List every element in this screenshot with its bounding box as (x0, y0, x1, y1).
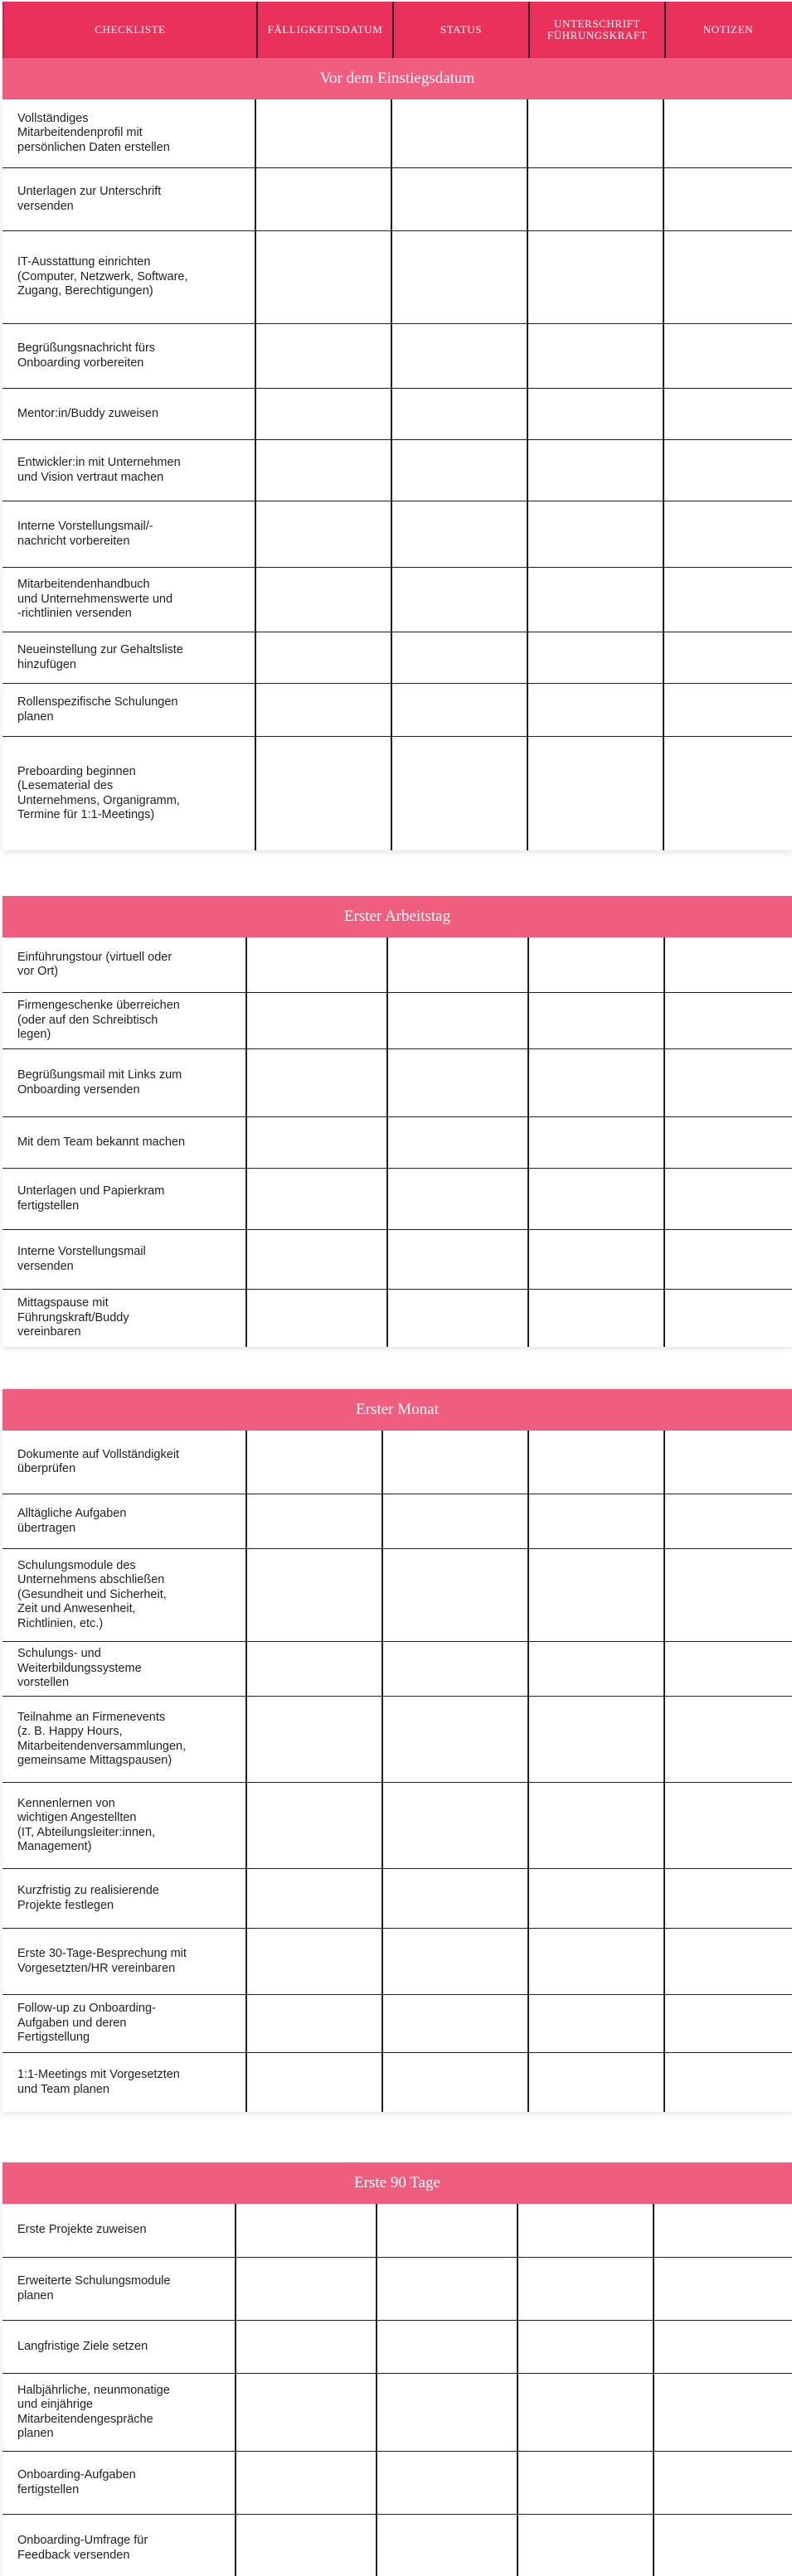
notizen-cell[interactable] (665, 1431, 792, 1494)
status-cell[interactable] (383, 1697, 529, 1782)
faelligkeitsdatum-cell[interactable] (247, 1642, 383, 1696)
table-row (2, 1696, 792, 1782)
faelligkeitsdatum-cell[interactable] (247, 1230, 388, 1289)
notizen-cell[interactable] (664, 389, 792, 439)
table-row (2, 2373, 792, 2451)
notizen-cell[interactable] (665, 1230, 792, 1289)
status-cell[interactable] (392, 168, 528, 230)
task-label: Rollenspezifische Schulungen planen (2, 684, 256, 736)
task-label: Mit dem Team bekannt machen (2, 1117, 247, 1168)
unterschrift-cell[interactable] (528, 324, 664, 388)
status-cell[interactable] (383, 1431, 529, 1494)
faelligkeitsdatum-cell[interactable] (236, 2374, 377, 2451)
section-title: Erster Monat (2, 1389, 792, 1431)
task-label: Vollständiges Mitarbeitendenprofil mit persönlichen Daten erstellen (2, 99, 256, 167)
faelligkeitsdatum-cell[interactable] (236, 2452, 377, 2514)
column-header-faelligkeitsdatum: FÄLLIGKEITSDATUM (258, 2, 394, 58)
table-row (2, 736, 792, 850)
table-row (2, 632, 792, 683)
faelligkeitsdatum-cell[interactable] (247, 1117, 388, 1168)
faelligkeitsdatum-cell[interactable] (256, 168, 392, 230)
faelligkeitsdatum-cell[interactable] (247, 1929, 383, 1994)
table-row (2, 2320, 792, 2373)
task-label: Begrüßungsmail mit Links zum Onboarding versenden (2, 1049, 247, 1116)
task-label: Schulungsmodule des Unternehmens abschließen (Gesundheit und Sicherheit, Zeit und Anwesenheit, Richtlinien, etc.) (2, 1549, 247, 1641)
notizen-cell[interactable] (665, 1697, 792, 1782)
column-header-status: STATUS (394, 2, 530, 58)
status-cell[interactable] (388, 937, 529, 992)
faelligkeitsdatum-cell[interactable] (247, 1049, 388, 1116)
unterschrift-cell[interactable] (518, 2204, 654, 2257)
unterschrift-cell[interactable] (529, 1995, 665, 2052)
notizen-cell[interactable] (665, 1494, 792, 1548)
status-cell[interactable] (388, 1169, 529, 1229)
table-row (2, 2204, 792, 2257)
faelligkeitsdatum-cell[interactable] (256, 440, 392, 501)
task-label: Kennenlernen von wichtigen Angestellten (IT, Abteilungsleiter:innen, Management) (2, 1783, 247, 1868)
table-row (2, 2514, 792, 2576)
faelligkeitsdatum-cell[interactable] (247, 1169, 388, 1229)
section-vor-dem-einstiegsdatum (2, 58, 792, 850)
status-cell[interactable] (388, 1230, 529, 1289)
table-row (2, 1994, 792, 2052)
column-header-unterschrift: UNTERSCHRIFT FÜHRUNGSKRAFT (530, 2, 666, 58)
status-cell[interactable] (388, 993, 529, 1048)
task-label: Entwickler:in mit Unternehmen und Vision vertraut machen (2, 440, 256, 501)
task-label: Mittagspause mit Führungskraft/Buddy vereinbaren (2, 1290, 247, 1347)
table-row (2, 501, 792, 567)
table-row (2, 323, 792, 388)
table-row (2, 1048, 792, 1116)
table-row (2, 388, 792, 439)
faelligkeitsdatum-cell[interactable] (256, 99, 392, 167)
faelligkeitsdatum-cell[interactable] (256, 737, 392, 850)
task-label: Einführungstour (virtuell oder vor Ort) (2, 937, 247, 992)
notizen-cell[interactable] (665, 1995, 792, 2052)
task-label: Onboarding-Umfrage für Feedback versenden (2, 2515, 236, 2576)
status-cell[interactable] (383, 1995, 529, 2052)
table-row (2, 567, 792, 632)
status-cell[interactable] (377, 2374, 518, 2451)
section-erster-arbeitstag (2, 896, 792, 1347)
unterschrift-cell[interactable] (529, 1290, 665, 1347)
notizen-cell[interactable] (665, 937, 792, 992)
status-cell[interactable] (392, 501, 528, 567)
faelligkeitsdatum-cell[interactable] (247, 1995, 383, 2052)
notizen-cell[interactable] (664, 440, 792, 501)
task-label: Preboarding beginnen (Lesematerial des Unternehmens, Organigramm, Termine für 1:1-Meetings) (2, 737, 256, 850)
faelligkeitsdatum-cell[interactable] (236, 2204, 377, 2257)
status-cell[interactable] (388, 1117, 529, 1168)
table-row (2, 683, 792, 736)
status-cell[interactable] (392, 737, 528, 850)
notizen-cell[interactable] (664, 99, 792, 167)
notizen-cell[interactable] (665, 1049, 792, 1116)
task-label: Dokumente auf Vollständigkeit überprüfen (2, 1431, 247, 1494)
unterschrift-cell[interactable] (528, 99, 664, 167)
faelligkeitsdatum-cell[interactable] (256, 568, 392, 632)
faelligkeitsdatum-cell[interactable] (247, 1290, 388, 1347)
column-header-checkliste: CHECKLISTE (4, 2, 258, 58)
status-cell[interactable] (383, 1869, 529, 1928)
faelligkeitsdatum-cell[interactable] (256, 389, 392, 439)
table-row (2, 1641, 792, 1696)
table-row (2, 2451, 792, 2514)
unterschrift-cell[interactable] (529, 1169, 665, 1229)
task-label: Mentor:in/Buddy zuweisen (2, 389, 256, 439)
status-cell[interactable] (377, 2204, 518, 2257)
notizen-cell[interactable] (665, 1169, 792, 1229)
faelligkeitsdatum-cell[interactable] (256, 501, 392, 567)
table-row (2, 1289, 792, 1347)
unterschrift-cell[interactable] (529, 1049, 665, 1116)
unterschrift-cell[interactable] (518, 2452, 654, 2514)
unterschrift-cell[interactable] (529, 1929, 665, 1994)
section-title: Erster Arbeitstag (2, 896, 792, 937)
notizen-cell[interactable] (665, 2053, 792, 2112)
faelligkeitsdatum-cell[interactable] (247, 1431, 383, 1494)
unterschrift-cell[interactable] (529, 1869, 665, 1928)
table-row (2, 1168, 792, 1229)
notizen-cell[interactable] (665, 993, 792, 1048)
task-label: Erste 30-Tage-Besprechung mit Vorgesetzten/HR vereinbaren (2, 1929, 247, 1994)
notizen-cell[interactable] (665, 1929, 792, 1994)
unterschrift-cell[interactable] (529, 1117, 665, 1168)
unterschrift-cell[interactable] (518, 2321, 654, 2373)
task-label: Erste Projekte zuweisen (2, 2204, 236, 2257)
unterschrift-cell[interactable] (529, 1783, 665, 1868)
unterschrift-cell[interactable] (528, 737, 664, 850)
task-label: Unterlagen zur Unterschrift versenden (2, 168, 256, 230)
task-label: Interne Vorstellungsmail/- nachricht vorbereiten (2, 501, 256, 567)
faelligkeitsdatum-cell[interactable] (247, 2053, 383, 2112)
task-label: Teilnahme an Firmenevents (z. B. Happy Hours, Mitarbeitendenversammlungen, gemeinsame Mittagspausen) (2, 1697, 247, 1782)
faelligkeitsdatum-cell[interactable] (256, 324, 392, 388)
task-label: Alltägliche Aufgaben übertragen (2, 1494, 247, 1548)
notizen-cell[interactable] (654, 2321, 792, 2373)
unterschrift-cell[interactable] (528, 632, 664, 683)
status-cell[interactable] (392, 568, 528, 632)
section-erster-monat (2, 1389, 792, 2112)
unterschrift-cell[interactable] (518, 2374, 654, 2451)
faelligkeitsdatum-cell[interactable] (256, 632, 392, 683)
status-cell[interactable] (383, 1494, 529, 1548)
notizen-cell[interactable] (664, 632, 792, 683)
task-label: Begrüßungsnachricht fürs Onboarding vorbereiten (2, 324, 256, 388)
unterschrift-cell[interactable] (529, 1642, 665, 1696)
notizen-cell[interactable] (665, 1869, 792, 1928)
status-cell[interactable] (392, 231, 528, 323)
unterschrift-cell[interactable] (529, 937, 665, 992)
task-label: Onboarding-Aufgaben fertigstellen (2, 2452, 236, 2514)
task-label: Halbjährliche, neunmonatige und einjährige Mitarbeitendengespräche planen (2, 2374, 236, 2451)
unterschrift-cell[interactable] (518, 2258, 654, 2320)
notizen-cell[interactable] (654, 2204, 792, 2257)
notizen-cell[interactable] (654, 2258, 792, 2320)
notizen-cell[interactable] (664, 568, 792, 632)
task-label: Mitarbeitendenhandbuch und Unternehmenswerte und -richtlinien versenden (2, 568, 256, 632)
notizen-cell[interactable] (664, 501, 792, 567)
status-cell[interactable] (392, 632, 528, 683)
table-row (2, 1782, 792, 1868)
faelligkeitsdatum-cell[interactable] (236, 2515, 377, 2576)
task-label: Neueinstellung zur Gehaltsliste hinzufügen (2, 632, 256, 683)
table-row (2, 1116, 792, 1168)
notizen-cell[interactable] (654, 2452, 792, 2514)
section-title: Erste 90 Tage (2, 2162, 792, 2204)
table-row (2, 99, 792, 167)
faelligkeitsdatum-cell[interactable] (256, 231, 392, 323)
table-row (2, 1431, 792, 1494)
notizen-cell[interactable] (665, 1783, 792, 1868)
unterschrift-cell[interactable] (528, 389, 664, 439)
table-row (2, 439, 792, 501)
notizen-cell[interactable] (664, 684, 792, 736)
task-label: Schulungs- und Weiterbildungssysteme vorstellen (2, 1642, 247, 1696)
faelligkeitsdatum-cell[interactable] (247, 1549, 383, 1641)
status-cell[interactable] (383, 1642, 529, 1696)
unterschrift-cell[interactable] (528, 440, 664, 501)
unterschrift-cell[interactable] (528, 568, 664, 632)
notizen-cell[interactable] (654, 2515, 792, 2576)
table-row (2, 1868, 792, 1928)
faelligkeitsdatum-cell[interactable] (247, 1494, 383, 1548)
status-cell[interactable] (377, 2452, 518, 2514)
faelligkeitsdatum-cell[interactable] (247, 1869, 383, 1928)
notizen-cell[interactable] (665, 1642, 792, 1696)
unterschrift-cell[interactable] (518, 2515, 654, 2576)
column-header-notizen: NOTIZEN (702, 23, 754, 36)
faelligkeitsdatum-cell[interactable] (236, 2258, 377, 2320)
status-cell[interactable] (383, 2053, 529, 2112)
task-label: Kurzfristig zu realisierende Projekte festlegen (2, 1869, 247, 1928)
status-cell[interactable] (383, 1549, 529, 1641)
notizen-cell[interactable] (664, 231, 792, 323)
status-cell[interactable] (388, 1290, 529, 1347)
table-row (2, 230, 792, 323)
status-cell[interactable] (392, 440, 528, 501)
faelligkeitsdatum-cell[interactable] (247, 1783, 383, 1868)
status-cell[interactable] (377, 2515, 518, 2576)
notizen-cell[interactable] (665, 1290, 792, 1347)
notizen-cell[interactable] (665, 1117, 792, 1168)
unterschrift-cell[interactable] (529, 1549, 665, 1641)
status-cell[interactable] (383, 1783, 529, 1868)
unterschrift-cell[interactable] (529, 1494, 665, 1548)
task-label: Erweiterte Schulungsmodule planen (2, 2258, 236, 2320)
faelligkeitsdatum-cell[interactable] (247, 993, 388, 1048)
unterschrift-cell[interactable] (529, 1230, 665, 1289)
notizen-cell[interactable] (664, 168, 792, 230)
faelligkeitsdatum-cell[interactable] (247, 1697, 383, 1782)
notizen-cell[interactable] (665, 1549, 792, 1641)
table-row (2, 1548, 792, 1641)
task-label: Langfristige Ziele setzen (2, 2321, 236, 2373)
section-title: Vor dem Einstiegsdatum (2, 58, 792, 99)
status-cell[interactable] (392, 324, 528, 388)
notizen-cell[interactable] (664, 737, 792, 850)
table-row (2, 1928, 792, 1994)
faelligkeitsdatum-cell[interactable] (247, 937, 388, 992)
table-row (2, 2257, 792, 2320)
notizen-cell[interactable] (664, 324, 792, 388)
task-label: 1:1-Meetings mit Vorgesetzten und Team planen (2, 2053, 247, 2112)
table-row (2, 992, 792, 1048)
section-erste-90-tage (2, 2162, 792, 2576)
table-row (2, 937, 792, 992)
unterschrift-cell[interactable] (529, 1431, 665, 1494)
unterschrift-cell[interactable] (529, 993, 665, 1048)
faelligkeitsdatum-cell[interactable] (236, 2321, 377, 2373)
task-label: IT-Ausstattung einrichten (Computer, Netzwerk, Software, Zugang, Berechtigungen) (2, 231, 256, 323)
unterschrift-cell[interactable] (529, 2053, 665, 2112)
status-cell[interactable] (388, 1049, 529, 1116)
unterschrift-cell[interactable] (528, 168, 664, 230)
notizen-cell[interactable] (654, 2374, 792, 2451)
task-label: Firmengeschenke überreichen (oder auf den Schreibtisch legen) (2, 993, 247, 1048)
status-cell[interactable] (377, 2321, 518, 2373)
table-row (2, 1229, 792, 1289)
faelligkeitsdatum-cell[interactable] (256, 684, 392, 736)
unterschrift-cell[interactable] (528, 684, 664, 736)
table-row (2, 2052, 792, 2112)
task-label: Unterlagen und Papierkram fertigstellen (2, 1169, 247, 1229)
status-cell[interactable] (392, 389, 528, 439)
table-row (2, 1494, 792, 1548)
task-label: Interne Vorstellungsmail versenden (2, 1230, 247, 1289)
unterschrift-cell[interactable] (528, 231, 664, 323)
status-cell[interactable] (392, 99, 528, 167)
task-label: Follow-up zu Onboarding- Aufgaben und deren Fertigstellung (2, 1995, 247, 2052)
unterschrift-cell[interactable] (528, 501, 664, 567)
status-cell[interactable] (377, 2258, 518, 2320)
unterschrift-cell[interactable] (529, 1697, 665, 1782)
table-row (2, 167, 792, 230)
status-cell[interactable] (383, 1929, 529, 1994)
status-cell[interactable] (392, 684, 528, 736)
column-header-row (4, 2, 792, 58)
